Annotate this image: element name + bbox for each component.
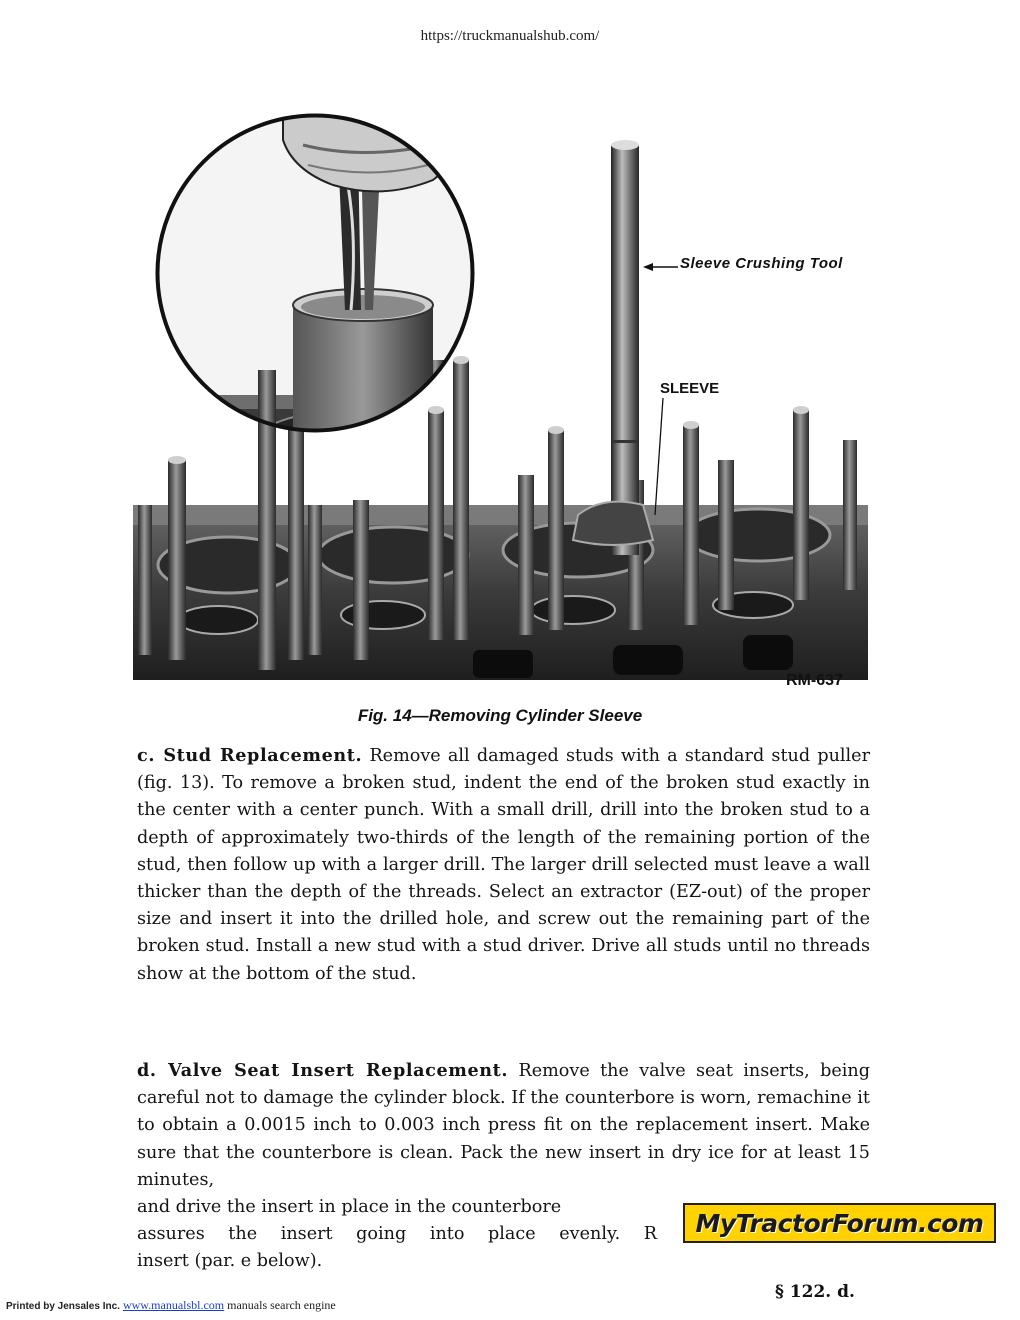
header-url[interactable]: https://truckmanualshub.com/ <box>420 28 600 44</box>
section-d-heading: d. Valve Seat Insert Replacement. <box>137 1060 509 1081</box>
footer <box>6 1298 336 1313</box>
figure-code: RM-637 <box>786 672 843 689</box>
footer-printed-by: Printed by Jensales Inc. <box>6 1301 120 1312</box>
figure-label-sleeve: SLEEVE <box>660 380 720 397</box>
section-d-line-2: assures the insert going into place evenly. R <box>137 1224 657 1245</box>
figure-illustration <box>133 110 868 690</box>
figure-caption: Fig. 14—Removing Cylinder Sleeve <box>357 706 643 725</box>
section-c-body: Remove all damaged studs with a standard stud puller (fig. 13). To remove a broken stud, indent the end of the broken stud exactly in the center with a center punch. With a small drill, drill into the broken stud to a depth of approximately two-thirds of the length of the remaining portion of the stud, then follow up with a larger drill. The larger drill selected must leave a wall thicker than the depth of the threads. Select an extractor (EZ-out) of the proper size and insert it into the drilled hole, and screw out the remaining part of the broken stud. Install a new stud with a stud driver. Drive all studs until no threads show at the bottom of the stud. <box>137 746 871 984</box>
section-c-paragraph <box>137 742 870 988</box>
page-section-reference: § 122. d. <box>775 1282 855 1302</box>
cylinder-block-illustration <box>133 110 868 690</box>
section-d-line-3: insert (par. e below). <box>137 1251 323 1272</box>
footer-link[interactable]: www.manualsbl.com <box>122 1298 225 1312</box>
watermark-logo[interactable]: MyTractorForum.com <box>683 1203 996 1243</box>
footer-tagline: manuals search engine <box>227 1298 336 1312</box>
section-d-line-1: and drive the insert in place in the counterbore <box>137 1197 562 1218</box>
section-d-body: Remove the valve seat inserts, being careful not to damage the cylinder block. If the counterbore is worn, remachine it to obtain a 0.0015 inch to 0.003 inch press fit on the replacement insert. Make sure that the counterbore is clean. Pack the new insert in dry ice for at least 15 minutes, <box>137 1061 870 1190</box>
section-c-heading: c. Stud Replacement. <box>137 745 363 766</box>
figure-label-tool: Sleeve Crushing Tool <box>680 255 843 272</box>
